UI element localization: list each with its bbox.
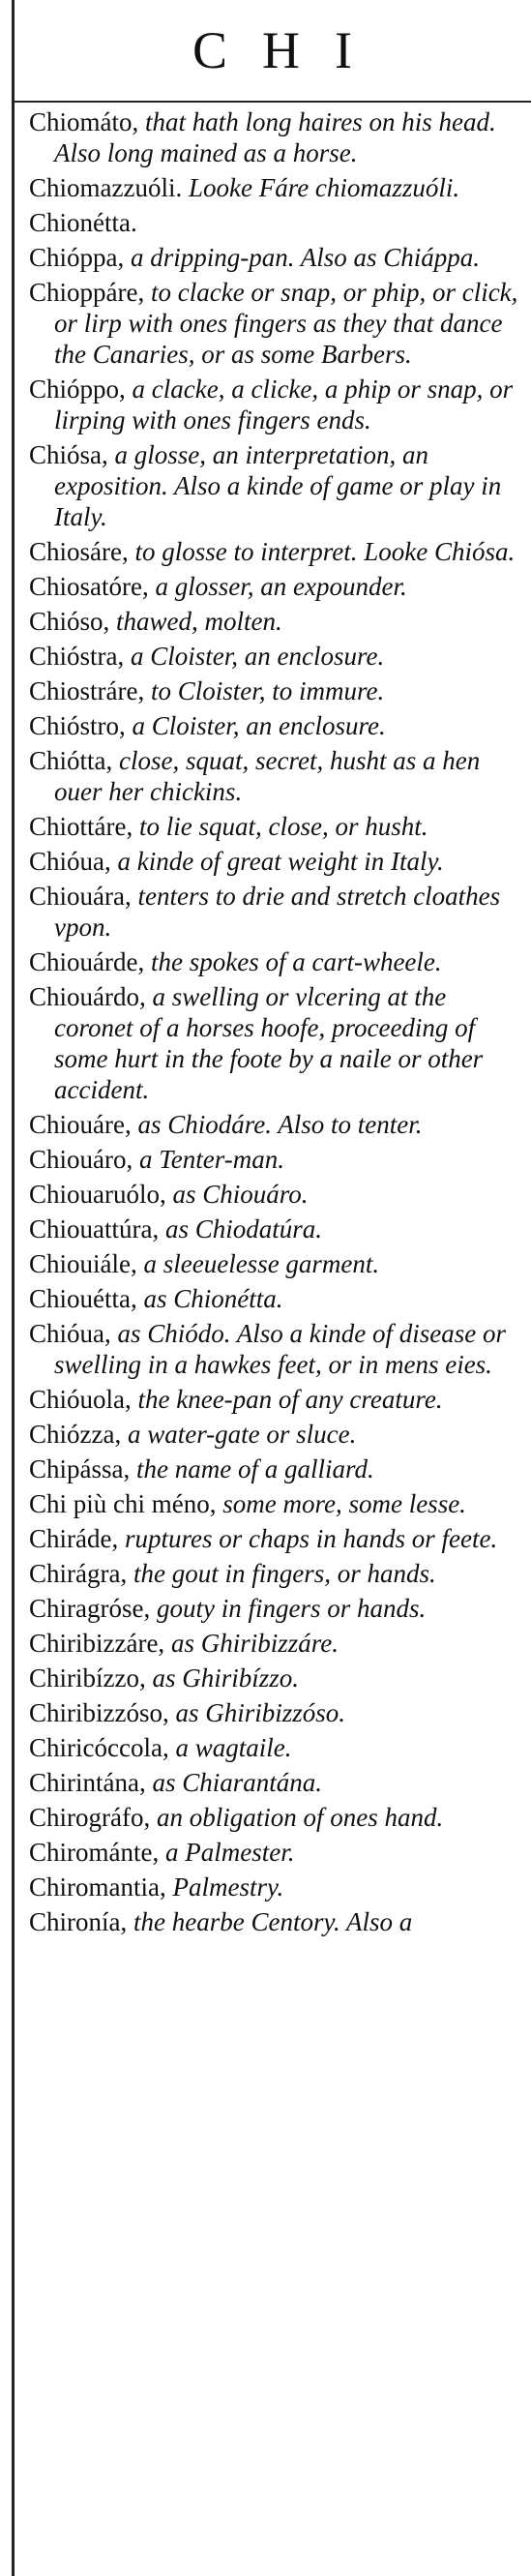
entry-headword: Chiótta, xyxy=(29,746,113,775)
entry-list xyxy=(29,106,522,1941)
entry-definition: a Tenter-man. xyxy=(133,1145,284,1174)
dictionary-entry xyxy=(29,641,522,672)
entry-definition: thawed, molten. xyxy=(109,607,282,636)
dictionary-entry xyxy=(29,1144,522,1175)
entry-definition: as Chiouáro. xyxy=(165,1180,309,1209)
dictionary-entry xyxy=(29,846,522,877)
dictionary-entry xyxy=(29,881,522,943)
dictionary-entry xyxy=(29,811,522,842)
entry-headword: Chi più chi méno, xyxy=(29,1489,217,1518)
dictionary-entry xyxy=(29,374,522,435)
dictionary-entry xyxy=(29,1248,522,1279)
entry-headword: Chiricóccola, xyxy=(29,1733,169,1762)
entry-definition: to clacke or snap, or phip, or click, or lirp with ones fingers as they that dance the Canaries, or as some Barbers. xyxy=(54,278,518,369)
entry-headword: Chiottáre, xyxy=(29,812,133,841)
entry-definition: the name of a galliard. xyxy=(130,1454,374,1483)
entry-headword: Chiouárde, xyxy=(29,947,145,976)
entry-definition: some more, some lesse. xyxy=(216,1489,466,1518)
entry-definition: a glosse, an interpretation, an exposition. Also a kinde of game or play in Italy. xyxy=(54,440,502,531)
entry-definition: a Palmester. xyxy=(159,1838,295,1867)
entry-headword: Chiouattúra, xyxy=(29,1214,160,1243)
entry-headword: Chiomazzuóli. xyxy=(29,173,183,202)
entry-headword: Chióuola, xyxy=(29,1385,132,1414)
entry-headword: Chióppa, xyxy=(29,243,125,272)
entry-headword: Chiromantia, xyxy=(29,1872,166,1902)
entry-definition: Looke Fáre chiomazzuóli. xyxy=(182,173,460,202)
dictionary-entry xyxy=(29,675,522,706)
entry-headword: Chirománte, xyxy=(29,1838,160,1867)
dictionary-entry xyxy=(29,1628,522,1659)
entry-definition: to Cloister, to immure. xyxy=(144,676,385,705)
entry-headword: Chionétta. xyxy=(29,208,137,237)
entry-headword: Chiouárdo, xyxy=(29,982,146,1011)
entry-headword: Chiribízzo, xyxy=(29,1663,146,1692)
entry-definition: as Chiodáre. Also to tenter. xyxy=(131,1110,423,1139)
entry-definition: as Chiarantána. xyxy=(145,1768,323,1797)
dictionary-entry xyxy=(29,536,522,567)
entry-headword: Chiosatóre, xyxy=(29,572,149,601)
dictionary-entry xyxy=(29,207,522,238)
entry-headword: Chióppo, xyxy=(29,374,126,404)
dictionary-entry xyxy=(29,1419,522,1450)
entry-headword: Chioppáre, xyxy=(29,278,145,307)
dictionary-entry xyxy=(29,710,522,741)
dictionary-entry xyxy=(29,1802,522,1833)
dictionary-entry xyxy=(29,1384,522,1415)
dictionary-entry xyxy=(29,1558,522,1589)
entry-definition: ruptures or chaps in hands or feete. xyxy=(118,1524,498,1553)
dictionary-entry xyxy=(29,1213,522,1244)
dictionary-entry xyxy=(29,571,522,602)
dictionary-entry xyxy=(29,1283,522,1314)
entry-headword: Chiouáro, xyxy=(29,1145,133,1174)
entry-headword: Chironía, xyxy=(29,1907,128,1936)
dictionary-entry xyxy=(29,1593,522,1624)
entry-definition: as Ghiribizzóso. xyxy=(168,1698,346,1727)
entry-definition: that hath long haires on his head. Also long mained as a horse. xyxy=(54,107,496,167)
entry-headword: Chirintána, xyxy=(29,1768,146,1797)
entry-definition: to lie squat, close, or husht. xyxy=(133,812,428,841)
entry-definition: gouty in fingers or hands. xyxy=(150,1594,427,1623)
entry-headword: Chiráde, xyxy=(29,1524,119,1553)
dictionary-entry xyxy=(29,1906,522,1937)
entry-definition: the spokes of a cart-wheele. xyxy=(144,947,442,976)
entry-definition: a sleeuelesse garment. xyxy=(136,1249,380,1278)
entry-headword: Chiomáto, xyxy=(29,107,139,136)
running-head: CHI xyxy=(192,21,387,79)
page-header xyxy=(14,0,531,103)
entry-definition: as Ghiribizzáre. xyxy=(164,1629,339,1658)
entry-headword: Chiostráre, xyxy=(29,676,145,705)
entry-headword: Chióstra, xyxy=(29,642,125,671)
entry-definition: a clacke, a clicke, a phip or snap, or lirping with ones fingers ends. xyxy=(54,374,514,434)
entry-definition: a water-gate or sluce. xyxy=(121,1420,357,1449)
entry-definition: as Ghiribízzo. xyxy=(145,1663,300,1692)
dictionary-entry xyxy=(29,1523,522,1554)
entry-definition: as Chionétta. xyxy=(136,1284,283,1313)
entry-headword: Chióua, xyxy=(29,1319,111,1348)
dictionary-entry xyxy=(29,242,522,273)
entry-headword: Chirográfo, xyxy=(29,1803,151,1832)
entry-headword: Chiouára, xyxy=(29,882,132,911)
entry-headword: Chiribizzáre, xyxy=(29,1629,165,1658)
entry-headword: Chiósa, xyxy=(29,440,108,469)
dictionary-entry xyxy=(29,1179,522,1210)
dictionary-entry xyxy=(29,1453,522,1484)
dictionary-entry xyxy=(29,1662,522,1693)
entry-headword: Chiragróse, xyxy=(29,1594,151,1623)
entry-headword: Chióso, xyxy=(29,607,110,636)
dictionary-entry xyxy=(29,439,522,532)
entry-definition: as Chiodatúra. xyxy=(159,1214,323,1243)
entry-headword: Chirágra, xyxy=(29,1559,128,1588)
dictionary-entry xyxy=(29,745,522,807)
entry-definition: a Cloister, an enclosure. xyxy=(124,642,385,671)
entry-headword: Chiouétta, xyxy=(29,1284,137,1313)
entry-definition: as Chiódo. Also a kinde of disease or swelling in a hawkes feet, or in mens eies. xyxy=(54,1319,506,1379)
entry-definition: an obligation of ones hand. xyxy=(150,1803,444,1832)
dictionary-entry xyxy=(29,1767,522,1798)
dictionary-entry xyxy=(29,981,522,1105)
entry-definition: a dripping-pan. Also as Chiáppa. xyxy=(124,243,481,272)
dictionary-entry xyxy=(29,1697,522,1728)
left-margin-rule xyxy=(12,0,15,2576)
dictionary-entry xyxy=(29,1837,522,1868)
dictionary-entry xyxy=(29,1872,522,1902)
entry-definition: a Cloister, an enclosure. xyxy=(125,711,386,740)
dictionary-entry xyxy=(29,1732,522,1763)
entry-definition: a glosser, an expounder. xyxy=(148,572,407,601)
entry-definition: tenters to drie and stretch cloathes vpon. xyxy=(54,882,501,942)
entry-definition: the gout in fingers, or hands. xyxy=(127,1559,436,1588)
dictionary-entry xyxy=(29,1488,522,1519)
entry-headword: Chiouáre, xyxy=(29,1110,132,1139)
entry-definition: a wagtaile. xyxy=(168,1733,292,1762)
entry-definition: Palmestry. xyxy=(165,1872,284,1902)
entry-headword: Chiosáre, xyxy=(29,537,129,566)
entry-headword: Chióstro, xyxy=(29,711,126,740)
entry-headword: Chióua, xyxy=(29,847,111,876)
entry-headword: Chipássa, xyxy=(29,1454,131,1483)
dictionary-entry xyxy=(29,606,522,637)
dictionary-entry xyxy=(29,946,522,977)
entry-definition: a kinde of great weight in Italy. xyxy=(110,847,444,876)
entry-headword: Chiribizzóso, xyxy=(29,1698,169,1727)
entry-definition: close, squat, secret, husht as a hen ouer her chickins. xyxy=(54,746,481,806)
entry-definition: a swelling or vlcering at the coronet of a horses hoofe, proceeding of some hurt in the foote by a naile or other accident. xyxy=(54,982,484,1104)
dictionary-entry xyxy=(29,106,522,168)
dictionary-entry xyxy=(29,1318,522,1380)
dictionary-entry xyxy=(29,1109,522,1140)
dictionary-entry xyxy=(29,277,522,370)
entry-headword: Chiouaruólo, xyxy=(29,1180,166,1209)
entry-definition: the hearbe Centory. Also a xyxy=(127,1907,413,1936)
entry-headword: Chiózza, xyxy=(29,1420,122,1449)
entry-definition: the knee-pan of any creature. xyxy=(131,1385,443,1414)
entry-definition: to glosse to interpret. Looke Chiósa. xyxy=(128,537,516,566)
entry-headword: Chiouiále, xyxy=(29,1249,137,1278)
dictionary-entry xyxy=(29,172,522,203)
